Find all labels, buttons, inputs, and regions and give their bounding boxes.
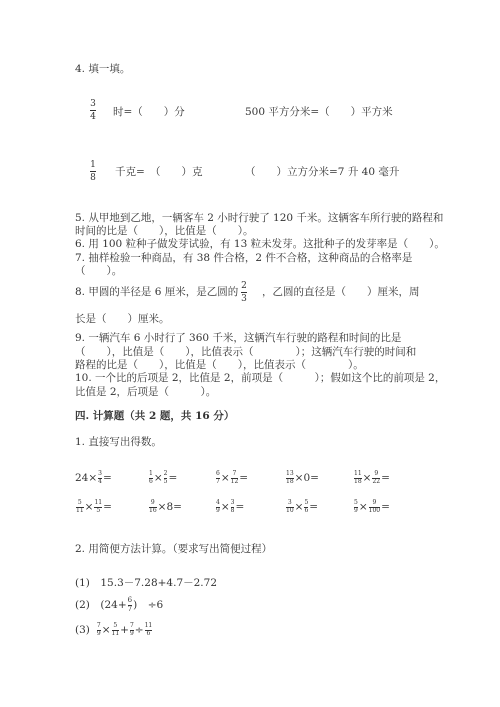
- calc2-problem-3: [75, 623, 153, 637]
- fraction: [149, 471, 153, 485]
- q4-c-text: 千克= （ ）克: [115, 166, 203, 178]
- fraction: [97, 623, 101, 637]
- numerator: 5: [77, 499, 82, 506]
- denominator: 9: [354, 507, 358, 514]
- denominator: 9: [216, 507, 220, 514]
- operator-text: =: [381, 472, 390, 484]
- operator-text: ×0=: [294, 472, 319, 484]
- q6-line1: 6. 用 100 粒种子做发芽试验，有 13 粒未发芽。这批种子的发芽率是（ ）。: [75, 238, 445, 250]
- calc-item: [285, 471, 319, 485]
- operator-text: =: [309, 501, 319, 513]
- q9-line2: （ ），比值是（ ），比值表示（ ）；这辆汽车行驶的时间和: [75, 346, 417, 358]
- q7-line1: 7. 抽样检验一种商品，有 38 件合格，2 件不合格，这种商品的合格率是: [75, 252, 413, 264]
- q8-line1b: ，乙圆的直径是（ ）厘米，周: [262, 286, 420, 298]
- fraction: [149, 500, 157, 514]
- fraction: [112, 623, 120, 637]
- fraction: [145, 623, 153, 637]
- operator-text: ÷: [134, 624, 144, 636]
- operator-text: =: [168, 472, 178, 484]
- operator-text: =: [103, 501, 112, 513]
- fraction: [164, 471, 168, 485]
- q4-b-text: 500 平方分米=（ ）平方米: [245, 106, 393, 118]
- numerator: 9: [150, 499, 155, 506]
- numerator: 3: [98, 470, 102, 477]
- fraction: [216, 471, 220, 485]
- denominator: 18: [354, 478, 362, 485]
- q8-fraction: [241, 281, 247, 304]
- fraction: [98, 471, 102, 485]
- operator-text: ×: [84, 501, 94, 513]
- denominator: 9: [96, 630, 101, 637]
- calc-item: [215, 471, 248, 485]
- operator-text: 24×: [75, 472, 98, 484]
- calc-item: [285, 500, 318, 514]
- numerator: 11: [144, 622, 153, 629]
- fraction: [372, 471, 380, 485]
- operator-text: =: [381, 501, 390, 513]
- q4-title: 4. 填一填。: [75, 63, 131, 75]
- denominator: 6: [149, 478, 153, 485]
- operator-text: =: [235, 501, 245, 513]
- fraction: [76, 500, 84, 514]
- denominator: 10: [286, 507, 294, 514]
- operator-text: ×: [220, 472, 230, 484]
- problem-2-part-a: (2) (24+: [75, 599, 127, 611]
- q5-line1: 5. 从甲地到乙地，一辆客车 2 小时行驶了 120 千米。这辆客车所行驶的路程和: [75, 212, 444, 224]
- denominator: 100: [368, 507, 381, 514]
- fraction: [130, 623, 134, 637]
- calc2-problem-1: (1) 15.3－7.28+4.7－2.72: [75, 577, 218, 589]
- q4-c-fraction: [90, 160, 96, 183]
- fraction: [369, 500, 380, 514]
- numerator: 3: [287, 499, 292, 506]
- denominator: 7: [127, 605, 133, 613]
- fraction: [94, 500, 102, 514]
- numerator: 9: [374, 470, 379, 477]
- q8-line1a: 8. 甲圆的半径是 6 厘米，是乙圆的: [75, 286, 239, 298]
- calc-item: [215, 500, 244, 514]
- q9-line1: 9. 一辆汽车 6 小时行了 360 千米，这辆汽车行驶的路程和时间的比是: [75, 332, 402, 344]
- fraction: [354, 471, 362, 485]
- denominator: 7: [216, 478, 220, 485]
- denominator: 11: [111, 630, 120, 637]
- calc-item: [75, 500, 112, 514]
- q9-line3: 路程的比是（ ），比值是（ ），比值表示（ ）。: [75, 359, 364, 371]
- q4-a-fraction: [90, 99, 96, 122]
- denominator: 8: [90, 173, 96, 183]
- fraction: [231, 471, 239, 485]
- fraction: [304, 500, 308, 514]
- denominator: 16: [149, 507, 157, 514]
- operator-text: ×: [101, 624, 111, 636]
- denominator: 11: [76, 507, 84, 514]
- q7-line2: （ ）。: [75, 265, 123, 277]
- denominator: 6: [304, 507, 309, 514]
- numerator: 5: [354, 499, 358, 506]
- operator-text: ×8=: [157, 501, 182, 513]
- denominator: 4: [98, 478, 102, 485]
- numerator: 9: [372, 499, 377, 506]
- numerator: 6: [216, 470, 220, 477]
- operator-text: ×: [220, 501, 230, 513]
- numerator: 1: [90, 160, 96, 170]
- numerator: 7: [96, 622, 101, 629]
- operator-text: =: [103, 472, 112, 484]
- numerator: 3: [90, 99, 96, 109]
- numerator: 2: [241, 281, 247, 291]
- q8-line2: 长是（ ）厘米。: [75, 313, 170, 325]
- numerator: 11: [94, 499, 103, 506]
- operator-text: ×: [153, 472, 163, 484]
- denominator: 6: [146, 630, 151, 637]
- denominator: 3: [241, 294, 247, 304]
- denominator: 12: [230, 478, 239, 485]
- operator-text: ×: [362, 472, 372, 484]
- numerator: 6: [127, 596, 133, 604]
- numerator: 5: [113, 622, 118, 629]
- denominator: 4: [90, 112, 96, 122]
- fraction: [354, 500, 358, 514]
- operator-text: =: [239, 472, 249, 484]
- fraction: [216, 500, 220, 514]
- numerator: 3: [230, 499, 235, 506]
- numerator: 13: [286, 470, 294, 477]
- numerator: 7: [232, 470, 237, 477]
- denominator: 18: [286, 478, 294, 485]
- calc-item: [75, 471, 112, 485]
- fraction: [231, 500, 235, 514]
- denominator: 5: [96, 507, 101, 514]
- fraction: [286, 500, 294, 514]
- calc-item: [148, 471, 177, 485]
- calc1-title: 1. 直接写出得数。: [75, 436, 162, 448]
- calc-item: [353, 471, 390, 485]
- denominator: 8: [230, 507, 235, 514]
- section-title: 四. 计算题（共 2 题，共 16 分）: [75, 410, 235, 422]
- calc2-problem-2: [75, 597, 163, 613]
- problem-3-label: (3): [75, 624, 90, 636]
- numerator: 7: [129, 622, 134, 629]
- numerator: 11: [354, 470, 362, 477]
- q5-line2: 时间的比是（ ），比值是（ ）。: [75, 225, 254, 237]
- denominator: 22: [372, 478, 381, 485]
- operator-text: ×: [294, 501, 304, 513]
- problem-2-fraction: [128, 597, 132, 613]
- q10-line1: 10. 一个比的后项是 2，比值是 2，前项是（ ）；假如这个比的前项是 2，: [75, 372, 446, 384]
- numerator: 1: [149, 470, 153, 477]
- numerator: 4: [216, 499, 220, 506]
- operator-text: ×: [358, 501, 368, 513]
- calc2-title: 2. 用简便方法计算。（要求写出简便过程）: [75, 543, 273, 555]
- denominator: 5: [163, 478, 168, 485]
- numerator: 2: [163, 470, 168, 477]
- numerator: 5: [304, 499, 309, 506]
- denominator: 9: [129, 630, 134, 637]
- q4-a-text: 时=（ ）分: [113, 106, 185, 118]
- fraction: [286, 471, 294, 485]
- calc-item: [353, 500, 390, 514]
- problem-2-part-b: ) ÷6: [133, 599, 164, 611]
- operator-text: +: [120, 624, 129, 636]
- q10-line2: 比值是 2，后项是（ ）。: [75, 386, 217, 398]
- calc-item: [148, 500, 182, 514]
- q4-d-text: （ ）立方分米=7 升 40 毫升: [245, 166, 400, 178]
